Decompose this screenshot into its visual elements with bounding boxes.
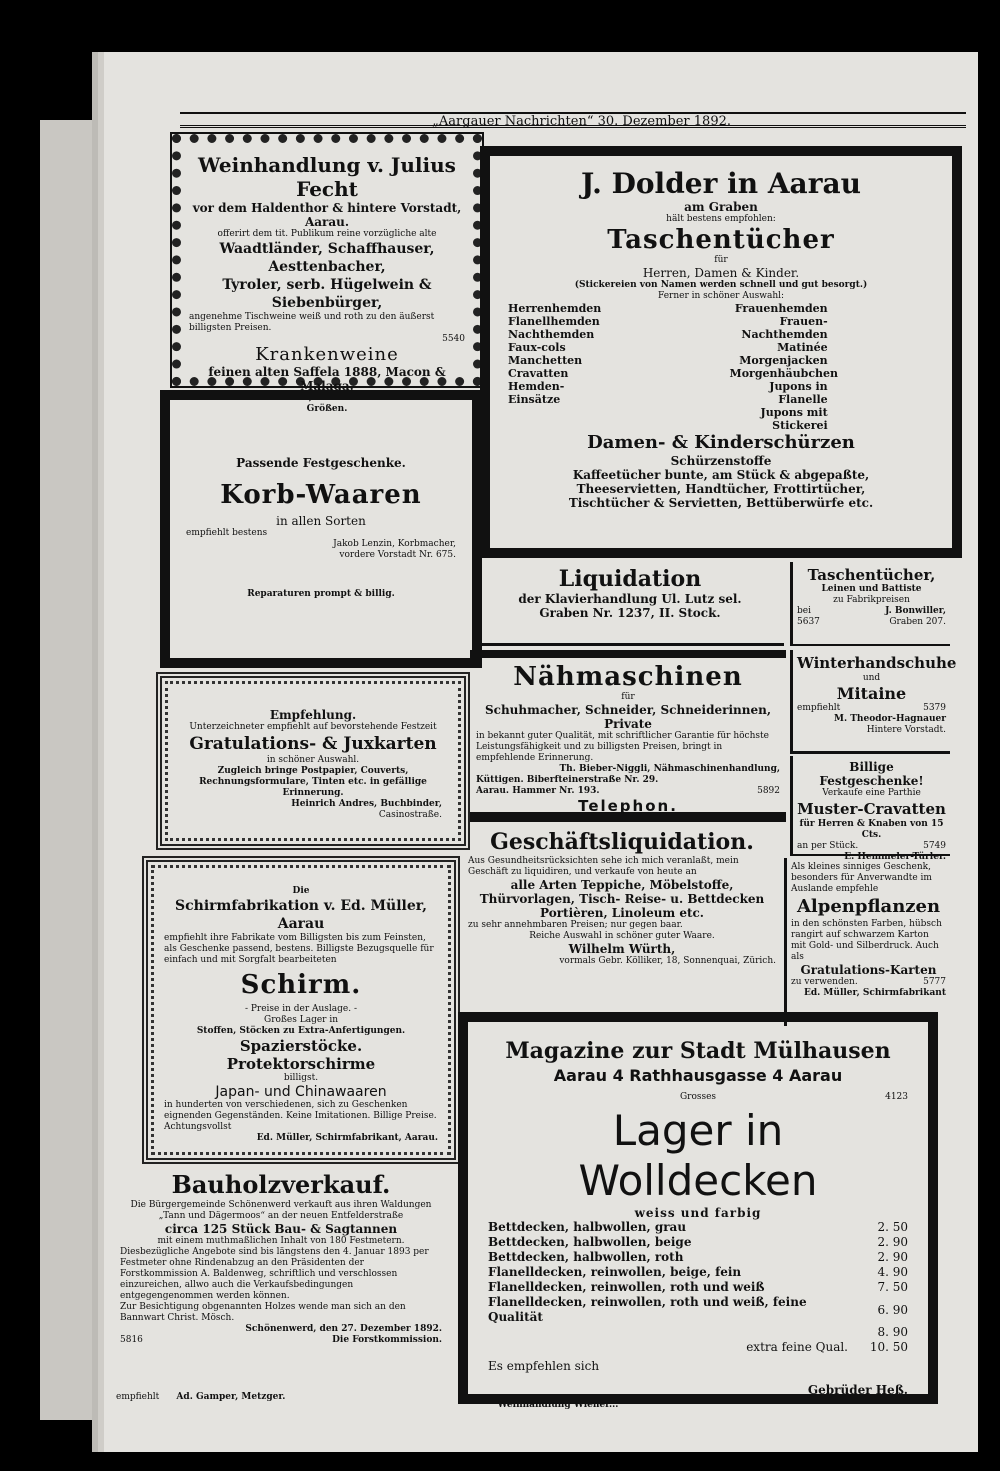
list-item: Cravatten bbox=[508, 367, 569, 380]
dolder-left-list bbox=[508, 302, 712, 432]
andres-product: Gratulations- & Juxkarten bbox=[189, 734, 437, 754]
footer-mid-cut: Weinhandlung Wiener... bbox=[497, 1400, 619, 1410]
naeh-target: Schuhmacher, Schneider, Schneiderinnen, Private bbox=[484, 703, 772, 731]
hagnauer-ref: 5379 bbox=[923, 703, 946, 713]
lutz-title: Liquidation bbox=[558, 566, 702, 592]
ad-mueller-schirm bbox=[142, 856, 460, 1164]
lenzin-line1: Passende Festgeschenke. bbox=[236, 456, 406, 470]
andres-title: Empfehlung. bbox=[269, 708, 357, 722]
dolder-recommend: hält bestens empfohlen: bbox=[666, 214, 776, 224]
ad-alpen bbox=[784, 858, 950, 1026]
andres-choice: in schöner Auswahl. bbox=[266, 755, 360, 765]
list-item: Frauen-Nachthemden bbox=[741, 315, 828, 341]
fecht-address: vor dem Haldenthor & hintere Vorstadt, Aarau. bbox=[192, 201, 462, 229]
alpen-intro: Als kleines sinniges Geschenk, besonders für Anverwandte im Auslande empfehle bbox=[791, 862, 932, 894]
wuerth-title: Geschäftsliquidation. bbox=[490, 829, 754, 855]
fecht-samples: Muster zu Diensten, ebenso Gebinde von allen Größen. bbox=[209, 393, 445, 414]
hagnauer-name: M. Theodor-Hagnauer bbox=[834, 714, 946, 724]
table-row: 8. 90 bbox=[877, 1325, 908, 1339]
alpen-name: Ed. Müller, Schirmfabrikant bbox=[804, 988, 946, 998]
dolder-further: Ferner in schöner Auswahl: bbox=[657, 291, 785, 301]
dolder-product: Taschentücher bbox=[607, 225, 835, 255]
dolder-title: J. Dolder in Aarau bbox=[581, 167, 861, 200]
table-row: Bettdecken, halbwollen, roth 2. 90 bbox=[488, 1250, 908, 1264]
table-row: extra feine Qual. 10. 50 bbox=[746, 1340, 908, 1354]
list-item: Faux-cols bbox=[508, 341, 566, 354]
ad-lutz bbox=[476, 562, 784, 646]
fecht-wines2: Tyroler, serb. Hügelwein & Siebenbürger, bbox=[222, 277, 432, 311]
paper-stack-edge bbox=[40, 120, 104, 1420]
list-item: Morgenhäubchen bbox=[729, 367, 839, 380]
footer-left-cut1: empfiehlt bbox=[116, 1392, 160, 1402]
naeh-addr2: Aarau. Hammer Nr. 193. bbox=[476, 786, 600, 796]
bonwiller-title: Taschentücher, bbox=[807, 566, 936, 584]
ad-hagnauer bbox=[790, 650, 957, 754]
bauholz-place-date: Schönenwerd, den 27. Dezember 1892. bbox=[245, 1324, 442, 1334]
fecht-table: angenehme Tischweine weiß und roth zu den äußerst billigsten Preisen. bbox=[189, 312, 435, 333]
bonwiller-ref: 5637 bbox=[797, 617, 820, 627]
bonwiller-bei: bei bbox=[797, 606, 811, 616]
schirm-cheap: billigst. bbox=[283, 1073, 319, 1083]
wuerth-intro: Aus Gesundheitsrücksichten sehe ich mich veranlaßt, mein Geschäft zu liquidiren, und verkaufe von heute an bbox=[468, 856, 739, 877]
wuerth-choice: Reiche Auswahl in schöner guter Waare. bbox=[529, 931, 715, 941]
ad-wuerth bbox=[462, 824, 782, 1012]
bauholz-text1: Die Bürgergemeinde Schönenwerd verkauft aus ihren Waldungen „Tann und Dägermoos“ an der neuen Entfelderstraße bbox=[130, 1200, 432, 1221]
lenzin-title: Korb-Waaren bbox=[220, 480, 422, 510]
dolder-line2: Theeservietten, Handtücher, Frottirtücher, bbox=[576, 482, 866, 496]
table-row: Flanelldecken, reinwollen, beige, fein 4. 90 bbox=[488, 1265, 908, 1279]
page-header bbox=[180, 112, 966, 128]
lenzin-line2: in allen Sorten bbox=[276, 514, 366, 528]
alpen-title: Alpenpflanzen bbox=[796, 896, 941, 917]
muelhausen-recommend: Es empfehlen sich bbox=[488, 1359, 600, 1373]
fecht-intro: offerirt dem tit. Publikum reine vorzügliche alte bbox=[217, 229, 437, 239]
alpen-text: in den schönsten Farben, hübsch rangirt auf schwarzem Karton mit Gold- und Silberdruck. Auch als bbox=[791, 919, 942, 962]
wuerth-items1: alle Arten Teppiche, Möbelstoffe, bbox=[510, 878, 734, 892]
list-item: Hemden-Einsätze bbox=[508, 380, 565, 406]
dolder-fuer: für bbox=[714, 255, 728, 265]
alpen-ref: 5777 bbox=[923, 977, 946, 987]
schirm-sticks: Spazierstöcke. Protektorschirme bbox=[226, 1037, 376, 1073]
bauholz-ref: 5816 bbox=[120, 1335, 143, 1345]
bauholz-sign: Die Forstkommission. bbox=[332, 1335, 442, 1345]
muelhausen-ref: 4123 bbox=[885, 1092, 908, 1102]
andres-street: Casinostraße. bbox=[378, 810, 442, 820]
hagnauer-und: und bbox=[862, 673, 881, 683]
dolder-aprons: Damen- & Kinderschürzen bbox=[587, 432, 855, 453]
schirm-die: Die bbox=[292, 886, 310, 896]
bonwiller-name: J. Bonwiller, bbox=[885, 606, 946, 616]
list-item: Frauenhemden bbox=[734, 302, 828, 315]
table-row: Bettdecken, halbwollen, grau 2. 50 bbox=[488, 1220, 908, 1234]
bonwiller-sub: Leinen und Battiste bbox=[821, 584, 922, 594]
cravatten-line4: an per Stück. bbox=[797, 841, 859, 851]
muelhausen-product: Lager in Wolldecken bbox=[578, 1106, 818, 1205]
table-row: Flanelldecken, reinwollen, roth und weiß, feine Qualität 6. 90 bbox=[488, 1295, 908, 1324]
lenzin-name: Jakob Lenzin, Korbmacher, bbox=[333, 539, 456, 549]
muelhausen-colors: weiss und farbig bbox=[634, 1206, 762, 1220]
cravatten-ref: 5749 bbox=[923, 841, 946, 851]
dolder-target: Herren, Damen & Kinder. bbox=[642, 266, 800, 280]
bauholz-title: Bauholzverkauf. bbox=[171, 1170, 391, 1199]
alpen-use: zu verwenden. bbox=[791, 977, 858, 987]
alpen-cards: Gratulations-Karten bbox=[800, 963, 937, 977]
schirm-stock2: Stoffen, Stöcken zu Extra-Anfertigungen. bbox=[196, 1026, 406, 1036]
fecht-wines1: Waadtländer, Schaffhauser, Aesttenbacher, bbox=[219, 241, 435, 275]
schirm-respect: Achtungsvollst bbox=[164, 1122, 232, 1132]
naeh-fuer: für bbox=[621, 692, 635, 702]
lenzin-line3: empfiehlt bestens bbox=[186, 528, 268, 538]
list-item: Matinée bbox=[777, 341, 828, 354]
muelhausen-grosses: Grosses bbox=[679, 1092, 717, 1102]
lenzin-repair: Reparaturen prompt & billig. bbox=[247, 589, 395, 599]
naeh-text: in bekannt guter Qualität, mit schriftlicher Garantie für höchste Leistungsfähigkeit und zu billigsten Preisen, bringt in empfehlende Erinnerung. bbox=[476, 731, 769, 763]
wuerth-items2: Thürvorlagen, Tisch- Reise- u. Bettdecken bbox=[479, 892, 765, 906]
bauholz-text2: mit einem muthmaßlichen Inhalt von 180 Festmetern. bbox=[157, 1236, 405, 1246]
cravatten-line3: für Herren & Knaben von 15 Cts. bbox=[799, 819, 944, 840]
naeh-name: Th. Bieber-Niggli, Nähmaschinenhandlung, bbox=[559, 764, 780, 774]
ad-bauholz bbox=[116, 1170, 446, 1390]
wuerth-address: vormals Gebr. Kölliker, 18, Sonnenquai, Zürich. bbox=[559, 956, 776, 966]
list-item: Nachthemden bbox=[508, 328, 595, 341]
wuerth-name: Wilhelm Würth, bbox=[568, 942, 676, 956]
fecht-title: Weinhandlung v. Julius Fecht bbox=[198, 153, 456, 201]
schirm-prices: - Preise in der Auslage. - bbox=[244, 1004, 358, 1014]
dolder-line1: Kaffeetücher bunte, am Stück & abgepaßte, bbox=[572, 468, 870, 482]
footer-left-cut2: Ad. Gamper, Metzger. bbox=[176, 1392, 286, 1402]
footer-left bbox=[116, 1392, 446, 1412]
cravatten-name: E. Hemmeler-Türler. bbox=[844, 852, 946, 862]
ad-dolder bbox=[480, 146, 962, 558]
bauholz-amount: circa 125 Stück Bau- & Sagtannen bbox=[164, 1222, 398, 1236]
dolder-line3: Tischtücher & Servietten, Bettüberwürfe etc. bbox=[568, 496, 874, 510]
ad-fecht bbox=[172, 134, 482, 414]
andres-extra: Zugleich bringe Postpapier, Couverts, Rechnungsformulare, Tinten etc. in gefällige Erinnerung. bbox=[199, 766, 427, 798]
list-item: Flanellhemden bbox=[508, 315, 600, 328]
wuerth-prices: zu sehr annehmbaren Preisen; nur gegen baar. bbox=[468, 920, 683, 930]
dolder-note: (Stickereien von Namen werden schnell und gut besorgt.) bbox=[574, 280, 868, 290]
lutz-sub: der Klavierhandlung Ul. Lutz sel. bbox=[518, 592, 742, 606]
ad-bonwiller bbox=[790, 562, 950, 646]
ad-lenzin bbox=[160, 390, 482, 668]
naeh-title: Nähmaschinen bbox=[513, 662, 743, 692]
fecht-ref: 5540 bbox=[442, 334, 465, 344]
schirm-japan: Japan- und Chinawaaren bbox=[215, 1084, 387, 1100]
list-item: Morgenjacken bbox=[739, 354, 828, 367]
andres-intro: Unterzeichneter empfiehlt auf bevorstehende Festzeit bbox=[189, 722, 437, 732]
ad-cravatten bbox=[790, 756, 950, 862]
muelhausen-pricelist bbox=[488, 1220, 908, 1355]
schirm-product: Schirm. bbox=[240, 970, 362, 1000]
hagnauer-title2: Mitaine bbox=[836, 684, 907, 703]
muelhausen-sign: Gebrüder Heß. bbox=[807, 1383, 908, 1397]
masthead: „Aargauer Nachrichten“ bbox=[432, 114, 594, 129]
lutz-address: Graben Nr. 1237, II. Stock. bbox=[539, 606, 721, 620]
bonwiller-address: Graben 207. bbox=[889, 617, 946, 627]
ad-muelhausen bbox=[458, 1012, 938, 1404]
cravatten-title: Muster-Cravatten bbox=[797, 800, 946, 818]
andres-name: Heinrich Andres, Buchbinder, bbox=[291, 799, 442, 809]
naeh-addr1: Küttigen. Biberfteinerstraße Nr. 29. bbox=[476, 775, 659, 785]
bonwiller-sub2: zu Fabrikpreisen bbox=[833, 595, 910, 605]
muelhausen-title: Magazine zur Stadt Mülhausen bbox=[505, 1038, 891, 1064]
schirm-title: Schirmfabrikation v. Ed. Müller, Aarau bbox=[175, 898, 427, 932]
hagnauer-address: Hintere Vorstadt. bbox=[866, 725, 946, 735]
list-item: Manchetten bbox=[508, 354, 583, 367]
hagnauer-title: Winterhandschuhe bbox=[797, 654, 957, 672]
lenzin-address: vordere Vorstadt Nr. 675. bbox=[339, 550, 456, 560]
ad-andres bbox=[156, 672, 470, 850]
dolder-items bbox=[508, 302, 934, 432]
wuerth-items3: Portièren, Linoleum etc. bbox=[540, 906, 704, 920]
issue-date: 30. Dezember 1892. bbox=[597, 114, 731, 129]
bauholz-text3: Diesbezügliche Angebote sind bis längstens den 4. Januar 1893 per Festmeter ohne Rindenabzug an den Präsidenten der Forstkommission A. Baldenweg, schriftlich und verschlossen einzureichen, allwo auch die Verkaufsbedingungen entgegengenommen werden können. bbox=[120, 1247, 429, 1301]
dolder-apron-fabric: Schürzenstoffe bbox=[670, 454, 772, 468]
table-row: Flanelldecken, reinwollen, roth und weiß 7. 50 bbox=[488, 1280, 908, 1294]
bauholz-text4: Zur Besichtigung obgenannten Holzes wende man sich an den Bannwart Christ. Mösch. bbox=[120, 1302, 406, 1323]
schirm-stock: Großes Lager in bbox=[264, 1015, 338, 1025]
fecht-sick: Krankenweine bbox=[255, 344, 399, 365]
cravatten-line1: Billige Festgeschenke! bbox=[819, 760, 924, 788]
table-row: Bettdecken, halbwollen, beige 2. 90 bbox=[488, 1235, 908, 1249]
schirm-sign: Ed. Müller, Schirmfabrikant, Aarau. bbox=[256, 1133, 438, 1143]
list-item: Jupons in Flanelle bbox=[769, 380, 828, 406]
hagnauer-recommend: empfiehlt bbox=[797, 703, 841, 713]
schirm-japan-detail: in hunderten von verschiedenen, sich zu Geschenken eignenden Gegenständen. Keine Imitationen. Billige Preise. bbox=[164, 1100, 437, 1121]
footer-mid bbox=[458, 1400, 658, 1414]
fecht-sick-detail: feinen alten Saffela 1888, Macon & Malaga. bbox=[208, 365, 446, 393]
cravatten-line2: Verkaufe eine Parthie bbox=[822, 788, 921, 798]
naeh-phone: Telephon. bbox=[578, 797, 678, 815]
list-item: Jupons mit Stickerei bbox=[760, 406, 828, 432]
dolder-sub: am Graben bbox=[684, 200, 758, 214]
list-item: Herrenhemden bbox=[508, 302, 602, 315]
dolder-right-list bbox=[730, 302, 934, 432]
schirm-intro: empfiehlt ihre Fabrikate vom Billigsten bis zum Feinsten, als Geschenke passend, bestens. Billigste Bezugsquelle für einfach und mit Sorgfalt bearbeiteten bbox=[164, 933, 434, 965]
muelhausen-address: Aarau 4 Rathhausgasse 4 Aarau bbox=[553, 1066, 843, 1085]
ad-naehmaschinen bbox=[470, 650, 786, 822]
naeh-ref: 5892 bbox=[757, 786, 780, 796]
